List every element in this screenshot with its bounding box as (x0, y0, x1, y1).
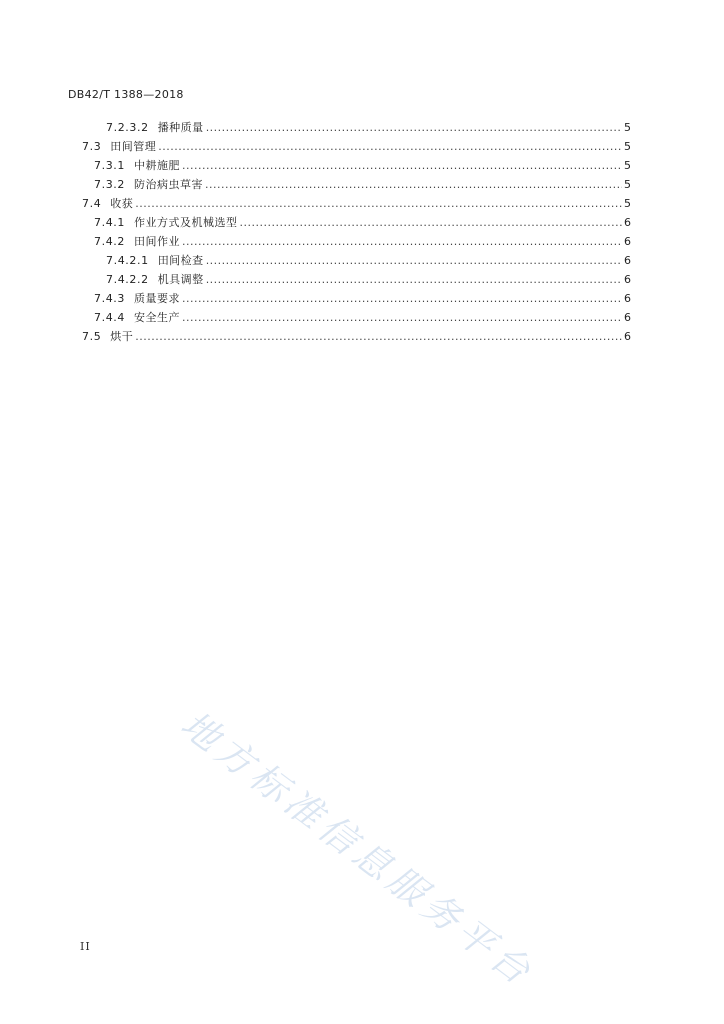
toc-entry-number: 7.4.4 (94, 311, 125, 324)
toc-dot-leader (206, 119, 622, 137)
toc-entry-page-number: 6 (624, 254, 631, 267)
toc-dot-leader (240, 214, 623, 232)
toc-entry[interactable] (94, 290, 630, 308)
toc-entry-number: 7.5 (82, 330, 102, 343)
toc-entry-number: 7.3.2 (94, 178, 125, 191)
watermark: 地方标准信息服务平台 (172, 702, 543, 996)
toc-entry-page-number: 6 (624, 235, 631, 248)
toc-entry-title: 田间作业 (134, 235, 180, 248)
toc-entry-number: 7.3.1 (94, 159, 125, 172)
toc-entry[interactable] (82, 195, 630, 213)
toc-entry-number: 7.4.3 (94, 292, 125, 305)
toc-entry[interactable] (106, 252, 630, 270)
toc-entry-page-number: 5 (624, 140, 631, 153)
toc-dot-leader (182, 290, 622, 308)
toc-entry-page-number: 6 (624, 292, 631, 305)
toc-dot-leader (206, 252, 622, 270)
toc-entry[interactable] (82, 328, 630, 346)
toc-entry-title: 质量要求 (134, 292, 180, 305)
toc-entry[interactable] (94, 157, 630, 175)
toc-dot-leader (135, 328, 622, 346)
toc-dot-leader (182, 309, 622, 327)
toc-dot-leader (205, 176, 622, 194)
toc-entry[interactable] (94, 233, 630, 251)
toc-entry-number: 7.3 (82, 140, 102, 153)
toc-entry-title: 田间管理 (110, 140, 157, 153)
toc-entry-title: 收获 (110, 197, 134, 210)
toc-entry-number: 7.4 (82, 197, 102, 210)
toc-entry-title: 田间检查 (157, 254, 204, 267)
toc-entry[interactable] (106, 271, 630, 289)
toc-dot-leader (135, 195, 622, 213)
toc-dot-leader (158, 138, 622, 156)
toc-entry[interactable] (94, 309, 630, 327)
toc-entry-page-number: 5 (624, 121, 631, 134)
toc-dot-leader (182, 233, 622, 251)
toc-entry-page-number: 6 (624, 273, 631, 286)
toc-entry-title: 安全生产 (134, 311, 180, 324)
page-number-footer: II (80, 940, 91, 953)
toc-entry-number: 7.4.2.2 (106, 273, 149, 286)
toc-entry-page-number: 5 (624, 178, 631, 191)
document-id-header: DB42/T 1388—2018 (68, 88, 184, 101)
toc-entry-number: 7.4.2.1 (106, 254, 149, 267)
toc-entry[interactable] (106, 119, 630, 137)
toc-dot-leader (182, 157, 622, 175)
toc-entry-number: 7.4.1 (94, 216, 125, 229)
toc-entry-page-number: 5 (624, 197, 631, 210)
toc-entry-number: 7.2.3.2 (106, 121, 149, 134)
toc-entry-page-number: 5 (624, 159, 631, 172)
toc-entry[interactable] (82, 138, 630, 156)
toc-dot-leader (206, 271, 622, 289)
toc-entry[interactable] (94, 176, 630, 194)
toc-entry-title: 烘干 (110, 330, 134, 343)
toc-entry-page-number: 6 (624, 216, 631, 229)
toc-entry-title: 中耕施肥 (134, 159, 180, 172)
toc-entry-title: 防治病虫草害 (134, 178, 203, 191)
toc-entry-number: 7.4.2 (94, 235, 125, 248)
toc-entry-title: 播种质量 (157, 121, 204, 134)
toc-entry-title: 机具调整 (157, 273, 204, 286)
toc-entry[interactable] (94, 214, 630, 232)
toc-entry-title: 作业方式及机械选型 (134, 216, 238, 229)
toc-entry-page-number: 6 (624, 311, 631, 324)
toc-entry-page-number: 6 (624, 330, 631, 343)
